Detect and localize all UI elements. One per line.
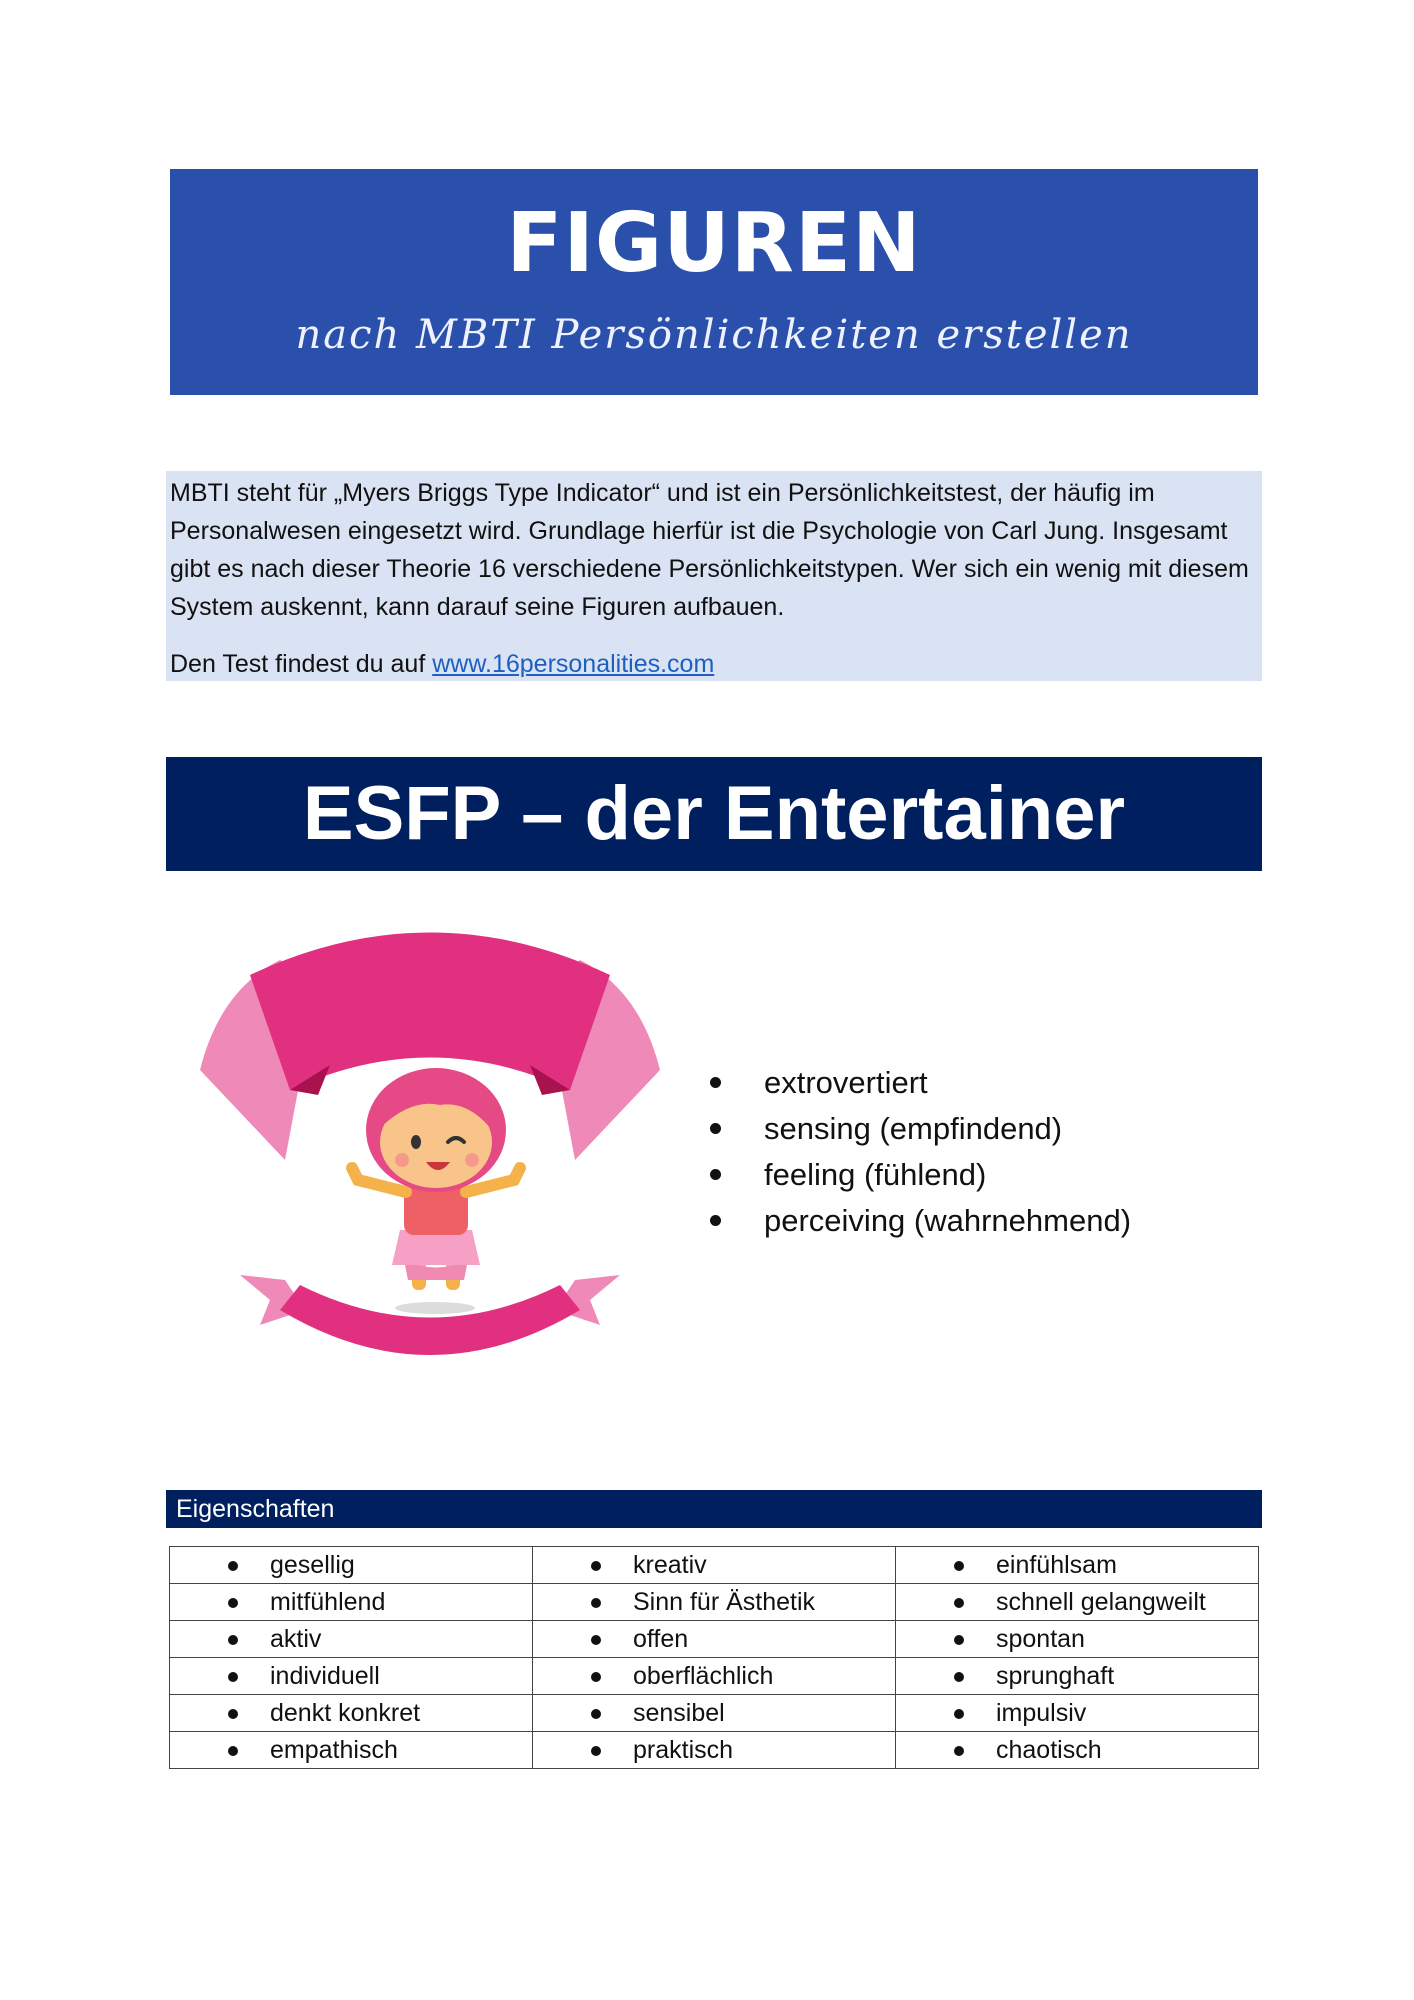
property-label: gesellig — [270, 1551, 355, 1579]
bullet-icon — [228, 1598, 238, 1608]
properties-header: Eigenschaften — [166, 1490, 1262, 1528]
property-cell — [533, 1621, 896, 1658]
property-cell — [170, 1584, 533, 1621]
property-label: Sinn für Ästhetik — [633, 1588, 816, 1616]
property-label: praktisch — [633, 1736, 734, 1764]
property-cell — [533, 1695, 896, 1732]
table-row — [170, 1695, 1259, 1732]
trait-label: sensing (empfindend) — [764, 1111, 1063, 1146]
bullet-icon — [954, 1709, 964, 1719]
intro-box — [166, 471, 1262, 681]
type-title-banner: ESFP – der Entertainer — [166, 757, 1262, 871]
property-label: sprunghaft — [996, 1662, 1115, 1690]
property-cell — [896, 1732, 1259, 1769]
bullet-icon — [228, 1635, 238, 1645]
property-cell — [533, 1547, 896, 1584]
property-cell — [533, 1658, 896, 1695]
intro-paragraph: MBTI steht für „Myers Briggs Type Indicator“ und ist ein Persönlichkeitstest, der häufig im Personalwesen eingesetzt wird. Grundlage hierfür ist die Psychologie von Carl Jung. Insgesamt gibt es nach dieser Theorie 16 verschiedene Persönlichkeitstypen. Wer sich ein wenig mit diesem System auskennt, kann darauf seine Figuren aufbauen. — [170, 479, 1249, 621]
property-cell — [170, 1658, 533, 1695]
banner-subtitle: nach MBTI Persönlichkeiten erstellen — [295, 312, 1133, 358]
trait-item — [706, 1060, 1131, 1106]
bullet-icon — [954, 1746, 964, 1756]
property-cell — [896, 1547, 1259, 1584]
properties-table — [169, 1546, 1259, 1769]
property-label: kreativ — [633, 1551, 707, 1579]
property-cell — [170, 1732, 533, 1769]
bullet-icon — [954, 1598, 964, 1608]
property-cell — [533, 1732, 896, 1769]
bullet-icon — [591, 1709, 601, 1719]
trait-label: perceiving (wahrnehmend) — [764, 1203, 1132, 1238]
property-label: empathisch — [270, 1736, 398, 1764]
table-row — [170, 1732, 1259, 1769]
property-cell — [533, 1584, 896, 1621]
bullet-icon — [710, 1169, 721, 1180]
test-link[interactable]: www.16personalities.com — [432, 650, 715, 678]
property-label: einfühlsam — [996, 1551, 1117, 1579]
bullet-icon — [591, 1672, 601, 1682]
header-banner — [170, 169, 1258, 395]
bullet-icon — [954, 1672, 964, 1682]
trait-item — [706, 1198, 1131, 1244]
property-label: chaotisch — [996, 1736, 1102, 1764]
table-row — [170, 1547, 1259, 1584]
property-label: impulsiv — [996, 1699, 1087, 1727]
bullet-icon — [591, 1598, 601, 1608]
bullet-icon — [710, 1123, 721, 1134]
property-label: offen — [633, 1625, 689, 1653]
trait-item — [706, 1152, 1131, 1198]
property-cell — [170, 1621, 533, 1658]
bullet-icon — [228, 1746, 238, 1756]
trait-label: feeling (fühlend) — [764, 1157, 987, 1192]
property-label: oberflächlich — [633, 1662, 774, 1690]
property-label: spontan — [996, 1625, 1085, 1653]
test-link-prefix: Den Test findest du auf — [170, 650, 433, 678]
trait-item — [706, 1106, 1131, 1152]
jumping-girl-with-ribbon-icon — [190, 930, 670, 1380]
ribbon-bottom — [280, 1285, 580, 1355]
banner-title: FIGUREN — [506, 196, 922, 291]
trait-list — [706, 1060, 1131, 1244]
ribbon-top — [250, 933, 610, 1091]
bullet-icon — [228, 1561, 238, 1571]
property-label: aktiv — [270, 1625, 322, 1653]
property-cell — [170, 1695, 533, 1732]
bullet-icon — [591, 1746, 601, 1756]
property-label: denkt konkret — [270, 1699, 421, 1727]
test-link-line — [170, 645, 1258, 683]
trait-label: extrovertiert — [764, 1065, 928, 1100]
bullet-icon — [228, 1672, 238, 1682]
property-label: mitfühlend — [270, 1588, 386, 1616]
table-row — [170, 1621, 1259, 1658]
bullet-icon — [710, 1077, 721, 1088]
bullet-icon — [591, 1635, 601, 1645]
property-label: individuell — [270, 1662, 380, 1690]
bullet-icon — [591, 1561, 601, 1571]
property-cell — [896, 1584, 1259, 1621]
property-cell — [896, 1695, 1259, 1732]
property-label: sensibel — [633, 1699, 725, 1727]
table-row — [170, 1584, 1259, 1621]
bullet-icon — [954, 1561, 964, 1571]
bullet-icon — [710, 1215, 721, 1226]
bullet-icon — [954, 1635, 964, 1645]
property-cell — [170, 1547, 533, 1584]
property-label: schnell gelangweilt — [996, 1588, 1206, 1616]
bullet-icon — [228, 1709, 238, 1719]
property-cell — [896, 1658, 1259, 1695]
table-row — [170, 1658, 1259, 1695]
property-cell — [896, 1621, 1259, 1658]
